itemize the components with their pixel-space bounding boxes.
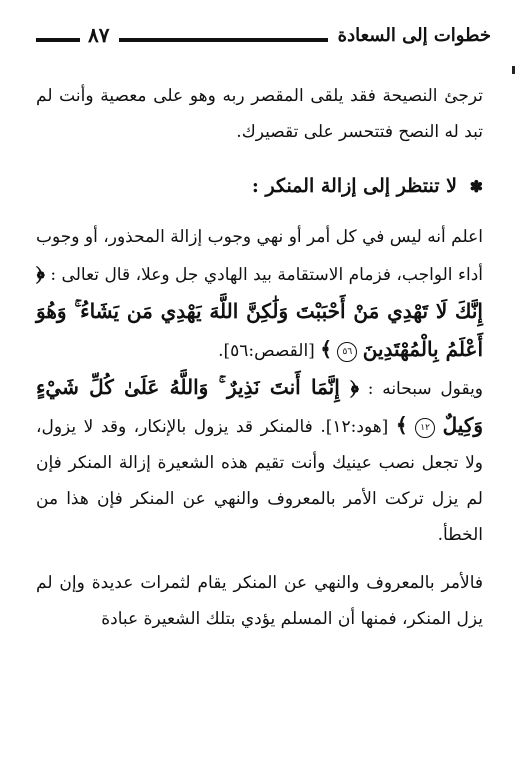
section-heading [36, 168, 483, 205]
paragraph-3-text: فالمنكر قد يزول بالإنكار، وقد لا يزول، ولا تجعل نصب عينيك وأنت تقيم هذه الشعيرة إزالة المنكر فإن لم يزل تركت الأمر بالمعروف والنهي عن المنكر فإن هذا من الخطأ. [36, 417, 483, 545]
paragraph-4: فالأمر بالمعروف والنهي عن المنكر يقام لثمرات عديدة وإن لم يزل المنكر، فمنها أن المسلم يؤدي بتلك الشعيرة عبادة [36, 573, 483, 629]
page-edge-mark [512, 66, 515, 74]
page-number: ٨٧ [88, 23, 110, 47]
quran-verse-2: ﴿ إِنَّمَا أَنتَ نَذِيرٌ ۚ وَاللَّهُ عَلَىٰ كُلِّ شَيْءٍ وَكِيلٌ [36, 375, 484, 437]
heading-ornament-icon: ✽ [469, 177, 483, 196]
paragraph-2 [36, 219, 483, 369]
page-body [36, 78, 483, 637]
heading-text: لا تنتظر إلى إزالة المنكر : [251, 175, 457, 197]
verse-reference-2: [هود:١٢]. [320, 417, 389, 437]
page-header [36, 18, 491, 52]
paragraph-3-intro: ويقول سبحانه : [367, 379, 484, 399]
header-rule [119, 38, 327, 42]
verse-reference-1: [القصص:٥٦]. [218, 341, 315, 361]
quran-verse-1-close: ﴾ [320, 337, 332, 361]
ayah-number-1: ٥٦ [337, 342, 357, 362]
paragraph-2-text: اعلم أنه ليس في كل أمر أو نهي وجوب إزالة المحذور، أو وجوب أداء الواجب، فزمام الاستقامة بيد الهادي جل وعلا، قال تعالى : [36, 227, 483, 285]
ayah-number-2: ١٢ [415, 418, 435, 438]
paragraph-gap [36, 553, 483, 565]
header-rule-short [36, 38, 80, 42]
quran-verse-1: ﴿ إِنَّكَ لَا تَهْدِي مَنْ أَحْبَبْتَ وَلَٰكِنَّ اللَّهَ يَهْدِي مَن يَشَاءُ ۚ وَهُوَ أَعْلَمُ بِالْمُهْتَدِينَ [36, 261, 483, 361]
running-title: خطوات إلى السعادة [337, 24, 491, 46]
paragraph-1: ترجئ النصيحة فقد يلقى المقصر ربه وهو على معصية وأنت لم تبد له النصح فتتحسر على تقصيرك. [36, 86, 483, 142]
paragraph-3 [36, 369, 483, 553]
quran-verse-2-close: ﴾ [395, 413, 408, 437]
